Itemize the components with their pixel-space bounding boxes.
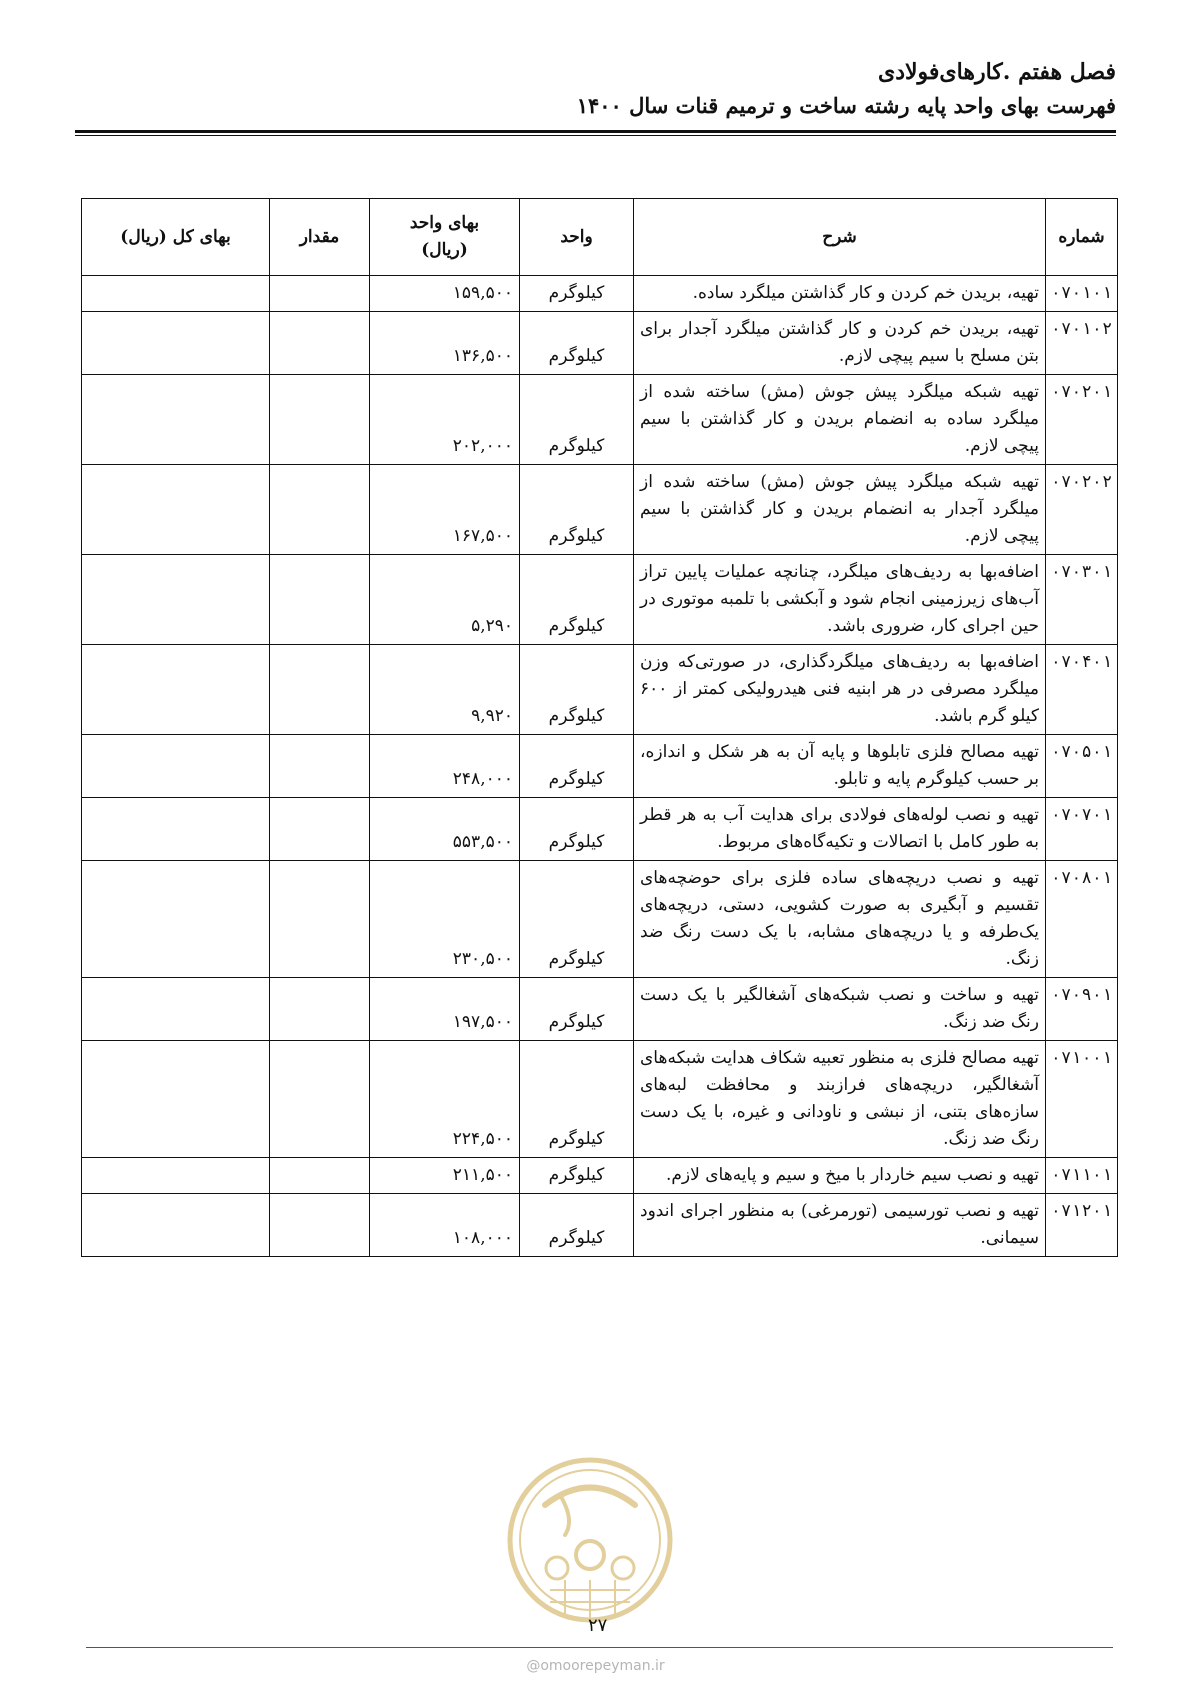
row-description: تهیه و ساخت و نصب شبکه‌های آشغالگیر با یک دست رنگ ضد زنگ. bbox=[634, 978, 1046, 1041]
header-unit: واحد bbox=[520, 199, 634, 276]
row-unit: کیلوگرم bbox=[520, 735, 634, 798]
row-unit: کیلوگرم bbox=[520, 1194, 634, 1257]
row-code: ۰۷۱۰۰۱ bbox=[1046, 1041, 1118, 1158]
row-description: تهیه شبکه میلگرد پیش جوش (مش) ساخته شده از میلگرد آجدار به انضمام بریدن و کار گذاشتن با سیم پیچی لازم. bbox=[634, 465, 1046, 555]
table-row bbox=[82, 465, 1118, 555]
row-unit-price: ۲۰۲,۰۰۰ bbox=[370, 375, 520, 465]
table-row bbox=[82, 555, 1118, 645]
row-unit-price: ۵,۲۹۰ bbox=[370, 555, 520, 645]
row-description: تهیه مصالح فلزی به منظور تعبیه شکاف هدایت شبکه‌های آشغالگیر، دریچه‌های فرازبند و محافظت لبه‌های سازه‌های بتنی، از نبشی و ناودانی و غیره، با یک دست رنگ ضد زنگ. bbox=[634, 1041, 1046, 1158]
row-code: ۰۷۰۲۰۱ bbox=[1046, 375, 1118, 465]
row-total[interactable] bbox=[82, 1041, 270, 1158]
row-code: ۰۷۰۸۰۱ bbox=[1046, 861, 1118, 978]
header-rule-thin bbox=[75, 135, 1116, 136]
row-unit: کیلوگرم bbox=[520, 861, 634, 978]
table-row bbox=[82, 978, 1118, 1041]
table-row bbox=[82, 312, 1118, 375]
row-description: تهیه و نصب لوله‌های فولادی برای هدایت آب به هر قطر به طور کامل با اتصالات و تکیه‌گاه‌های مربوط. bbox=[634, 798, 1046, 861]
row-quantity[interactable] bbox=[270, 312, 370, 375]
row-unit-price: ۱۹۷,۵۰۰ bbox=[370, 978, 520, 1041]
row-code: ۰۷۰۴۰۱ bbox=[1046, 645, 1118, 735]
row-unit: کیلوگرم bbox=[520, 375, 634, 465]
seal-left-gear-icon bbox=[546, 1557, 568, 1579]
footer-rule bbox=[86, 1647, 1113, 1648]
row-quantity[interactable] bbox=[270, 978, 370, 1041]
row-unit-price: ۹,۹۲۰ bbox=[370, 645, 520, 735]
table-row bbox=[82, 1158, 1118, 1194]
header-description: شرح bbox=[634, 199, 1046, 276]
row-quantity[interactable] bbox=[270, 1041, 370, 1158]
row-code: ۰۷۱۱۰۱ bbox=[1046, 1158, 1118, 1194]
row-code: ۰۷۱۲۰۱ bbox=[1046, 1194, 1118, 1257]
row-quantity[interactable] bbox=[270, 276, 370, 312]
header-total: بهای کل (ریال) bbox=[82, 199, 270, 276]
row-total[interactable] bbox=[82, 465, 270, 555]
row-quantity[interactable] bbox=[270, 465, 370, 555]
row-total[interactable] bbox=[82, 1194, 270, 1257]
seal-center-gear-icon bbox=[576, 1541, 604, 1569]
row-quantity[interactable] bbox=[270, 645, 370, 735]
row-total[interactable] bbox=[82, 276, 270, 312]
header-quantity: مقدار bbox=[270, 199, 370, 276]
row-unit-price: ۲۱۱,۵۰۰ bbox=[370, 1158, 520, 1194]
header-unit-price-currency: (ریال) bbox=[421, 240, 468, 260]
row-code: ۰۷۰۱۰۲ bbox=[1046, 312, 1118, 375]
row-unit: کیلوگرم bbox=[520, 465, 634, 555]
row-unit-price: ۲۴۸,۰۰۰ bbox=[370, 735, 520, 798]
row-description: اضافه‌بها به ردیف‌های میلگردگذاری، در صورتی‌که وزن میلگرد مصرفی در هر ابنیه فنی هیدرولیکی کمتر از ۶۰۰ کیلو گرم باشد. bbox=[634, 645, 1046, 735]
row-code: ۰۷۰۳۰۱ bbox=[1046, 555, 1118, 645]
row-unit: کیلوگرم bbox=[520, 798, 634, 861]
row-unit-price: ۱۶۷,۵۰۰ bbox=[370, 465, 520, 555]
row-description: تهیه و نصب دریچه‌های ساده فلزی برای حوضچه‌های تقسیم و آبگیری به صورت کشویی، دستی، دریچه‌های یک‌طرفه و یا دریچه‌های مشابه، با یک دست رنگ ضد زنگ. bbox=[634, 861, 1046, 978]
seal-right-gear-icon bbox=[612, 1557, 634, 1579]
row-unit: کیلوگرم bbox=[520, 555, 634, 645]
row-unit: کیلوگرم bbox=[520, 276, 634, 312]
document-subtitle: فهرست بهای واحد پایه رشته ساخت و ترمیم قنات سال ۱۴۰۰ bbox=[576, 93, 1116, 118]
row-description: تهیه و نصب تورسیمی (تورمرغی) به منظور اجرای اندود سیمانی. bbox=[634, 1194, 1046, 1257]
row-unit-price: ۵۵۳,۵۰۰ bbox=[370, 798, 520, 861]
row-description: تهیه شبکه میلگرد پیش جوش (مش) ساخته شده از میلگرد ساده به انضمام بریدن و کار گذاشتن با سیم پیچی لازم. bbox=[634, 375, 1046, 465]
row-total[interactable] bbox=[82, 735, 270, 798]
row-quantity[interactable] bbox=[270, 1158, 370, 1194]
table-row bbox=[82, 861, 1118, 978]
table-row bbox=[82, 798, 1118, 861]
header-code: شماره bbox=[1046, 199, 1118, 276]
table-header-row bbox=[82, 199, 1118, 276]
row-total[interactable] bbox=[82, 375, 270, 465]
website-watermark: @omoorepeyman.ir bbox=[526, 1658, 665, 1674]
row-unit: کیلوگرم bbox=[520, 645, 634, 735]
row-unit-price: ۲۳۰,۵۰۰ bbox=[370, 861, 520, 978]
row-unit: کیلوگرم bbox=[520, 312, 634, 375]
table-row bbox=[82, 645, 1118, 735]
row-unit: کیلوگرم bbox=[520, 1041, 634, 1158]
row-code: ۰۷۰۱۰۱ bbox=[1046, 276, 1118, 312]
table-row bbox=[82, 1041, 1118, 1158]
row-code: ۰۷۰۵۰۱ bbox=[1046, 735, 1118, 798]
row-code: ۰۷۰۹۰۱ bbox=[1046, 978, 1118, 1041]
row-total[interactable] bbox=[82, 555, 270, 645]
row-quantity[interactable] bbox=[270, 555, 370, 645]
row-description: تهیه، بریدن خم کردن و کار گذاشتن میلگرد ساده. bbox=[634, 276, 1046, 312]
row-total[interactable] bbox=[82, 798, 270, 861]
table-row bbox=[82, 735, 1118, 798]
header-unit-price-label: بهای واحد bbox=[409, 213, 480, 233]
table-row bbox=[82, 375, 1118, 465]
row-code: ۰۷۰۲۰۲ bbox=[1046, 465, 1118, 555]
chapter-title: فصل هفتم .کارهای‌فولادی bbox=[877, 59, 1116, 85]
row-unit-price: ۲۲۴,۵۰۰ bbox=[370, 1041, 520, 1158]
row-description: تهیه و نصب سیم خاردار با میخ و سیم و پایه‌های لازم. bbox=[634, 1158, 1046, 1194]
price-table bbox=[81, 198, 1118, 1257]
row-description: اضافه‌بها به ردیف‌های میلگرد، چنانچه عملیات پایین تراز آب‌های زیرزمینی انجام شود و آبکشی با تلمبه موتوری در حین اجرای کار، ضروری باشد. bbox=[634, 555, 1046, 645]
page-number: ۲۷ bbox=[588, 1615, 608, 1636]
header-unit-price bbox=[370, 199, 520, 276]
row-total[interactable] bbox=[82, 978, 270, 1041]
row-unit-price: ۱۳۶,۵۰۰ bbox=[370, 312, 520, 375]
header-rule-thick bbox=[75, 130, 1116, 133]
row-total[interactable] bbox=[82, 312, 270, 375]
row-description: تهیه، بریدن خم کردن و کار گذاشتن میلگرد آجدار برای بتن مسلح با سیم پیچی لازم. bbox=[634, 312, 1046, 375]
row-total[interactable] bbox=[82, 861, 270, 978]
row-code: ۰۷۰۷۰۱ bbox=[1046, 798, 1118, 861]
row-total[interactable] bbox=[82, 1158, 270, 1194]
seal-calligraphy-stroke bbox=[560, 1495, 569, 1535]
row-quantity[interactable] bbox=[270, 375, 370, 465]
row-unit: کیلوگرم bbox=[520, 978, 634, 1041]
row-unit: کیلوگرم bbox=[520, 1158, 634, 1194]
page-header bbox=[76, 55, 1116, 123]
table-row bbox=[82, 276, 1118, 312]
row-total[interactable] bbox=[82, 645, 270, 735]
table-row bbox=[82, 1194, 1118, 1257]
row-quantity[interactable] bbox=[270, 1194, 370, 1257]
row-description: تهیه مصالح فلزی تابلوها و پایه آن به هر شکل و اندازه، بر حسب کیلوگرم پایه و تابلو. bbox=[634, 735, 1046, 798]
row-quantity[interactable] bbox=[270, 798, 370, 861]
row-quantity[interactable] bbox=[270, 735, 370, 798]
publisher-seal-watermark bbox=[505, 1450, 675, 1630]
row-unit-price: ۱۰۸,۰۰۰ bbox=[370, 1194, 520, 1257]
row-quantity[interactable] bbox=[270, 861, 370, 978]
row-unit-price: ۱۵۹,۵۰۰ bbox=[370, 276, 520, 312]
